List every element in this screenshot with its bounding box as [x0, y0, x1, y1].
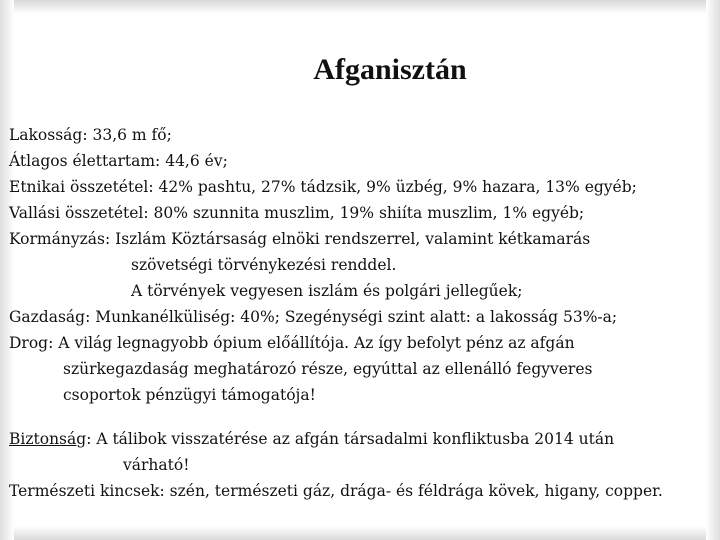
government-line-2: szövetségi törvénykezési renddel.: [131, 256, 397, 274]
life-expectancy-line: Átlagos élettartam: 44,6 év;: [9, 152, 228, 170]
drug-line-1: Drog: A világ legnagyobb ópium előállítója. Az így befolyt pénz az afgán: [9, 334, 575, 352]
security-text: : A tálibok visszatérése az afgán társadalmi konfliktusba 2014 után: [86, 430, 615, 448]
government-line-1: Kormányzás: Iszlám Köztársaság elnöki rendszerrel, valamint kétkamarás: [9, 230, 591, 248]
paragraph-gap: [9, 408, 717, 426]
ethnic-line: Etnikai összetétel: 42% pashtu, 27% tádzsik, 9% üzbég, 9% hazara, 13% egyéb;: [9, 178, 637, 196]
drug-line-3: csoportok pénzügyi támogatója!: [63, 386, 316, 404]
slide-frame-top: [0, 0, 720, 14]
slide-body: [9, 122, 717, 504]
government-line-3: A törvények vegyesen iszlám és polgári jellegűek;: [131, 282, 523, 300]
slide-frame-bottom: [0, 526, 720, 540]
slide-title: Afganisztán: [313, 53, 467, 86]
security-line-2: várható!: [123, 456, 190, 474]
economy-line: Gazdaság: Munkanélküliség: 40%; Szegénységi szint alatt: a lakosság 53%-a;: [9, 308, 618, 326]
drug-line-2: szürkegazdaság meghatározó része, egyúttal az ellenálló fegyveres: [63, 360, 593, 378]
security-label: Biztonság: [9, 430, 87, 448]
resources-line: Természeti kincsek: szén, természeti gáz, drága- és féldrága kövek, higany, copper.: [9, 482, 663, 500]
population-line: Lakosság: 33,6 m fő;: [9, 126, 172, 144]
security-line-1: [9, 426, 717, 452]
religion-line: Vallási összetétel: 80% szunnita muszlim, 19% shiíta muszlim, 1% egyéb;: [9, 204, 585, 222]
